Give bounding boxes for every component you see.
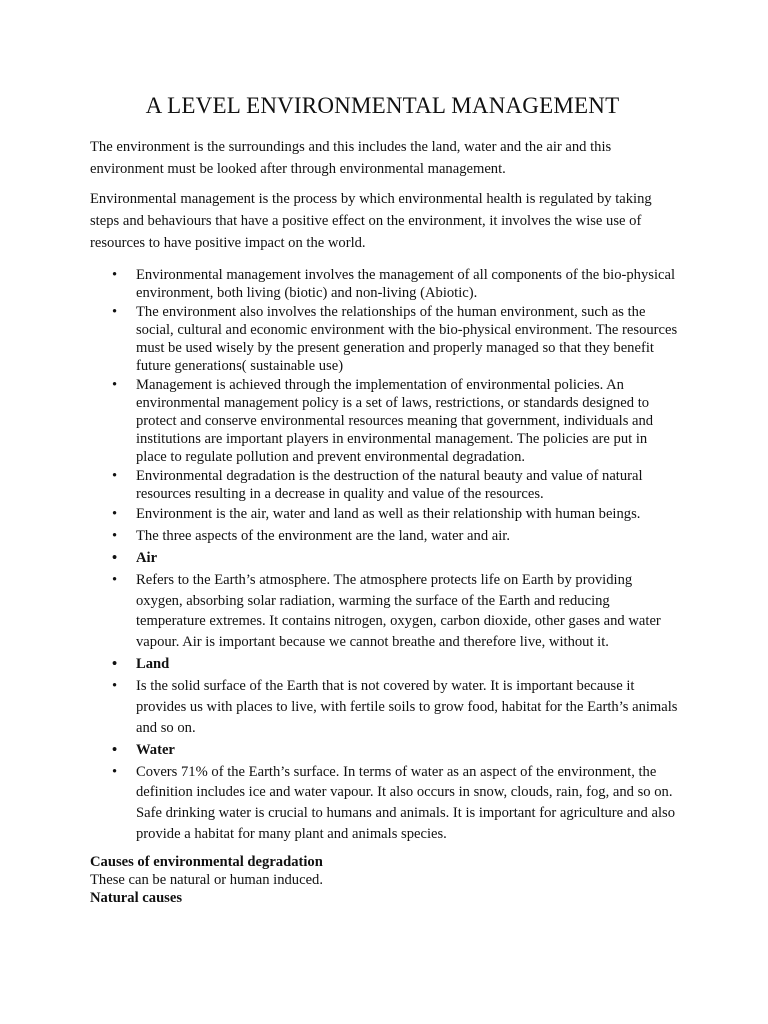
page-title: A LEVEL ENVIRONMENTAL MANAGEMENT <box>145 93 620 118</box>
list-item: • Is the solid surface of the Earth that is not covered by water. It is important because it provides us with places to live, with fertile soils to grow food, habitat for the Earth’s animals and so on. <box>90 676 680 738</box>
intro-paragraph: The environment is the surroundings and this includes the land, water and the air and this environment must be looked after through environmental management. <box>90 139 612 177</box>
list-heading-land: • Land <box>90 654 680 675</box>
list-heading-water: • Water <box>90 740 680 761</box>
section-heading-causes: Causes of environmental degradation <box>90 854 323 870</box>
list-item: • Covers 71% of the Earth’s surface. In terms of water as an aspect of the environment, the definition includes ice and water vapour. It also occurs in snow, clouds, rain, fog, and so on. Safe drinking water is crucial to humans and animals. It is important for agriculture and also provide a habitat for many plant and animals species. <box>90 762 680 845</box>
list-item: • Environmental management involves the management of all components of the bio-physical environment, both living (biotic) and non-living (Abiotic). <box>90 266 680 302</box>
list-item: • Management is achieved through the implementation of environmental policies. An environmental management policy is a set of laws, restrictions, or standards designed to protect and conserve environmental resources meaning that government, individuals and institutions are important players in environmental management. The policies are put in place to regulate pollution and prevent environmental degradation. <box>90 376 680 466</box>
list-item: • The environment also involves the relationships of the human environment, such as the social, cultural and economic environment with the bio-physical environment. The resources must be used wisely by the present generation and properly managed so that they benefit future generations( sustainable use) <box>90 303 680 375</box>
section-heading-natural-causes: Natural causes <box>90 890 183 906</box>
list-item: • Environmental degradation is the destruction of the natural beauty and value of natural resources resulting in a decrease in quality and value of the resources. <box>90 467 680 503</box>
bullet-list <box>90 266 680 846</box>
list-item: • Refers to the Earth’s atmosphere. The atmosphere protects life on Earth by providing oxygen, absorbing solar radiation, warming the surface of the Earth and reducing temperature extremes. It contains nitrogen, oxygen, carbon dioxide, other gases and water vapour. Air is important because we cannot breathe and therefore live, without it. <box>90 570 680 653</box>
list-heading-air: • Air <box>90 548 680 569</box>
definition-paragraph: Environmental management is the process by which environmental health is regulated by taking steps and behaviours that have a positive effect on the environment, it involves the wise use of resources to have positive impact on the world. <box>90 191 652 251</box>
list-item: • The three aspects of the environment are the land, water and air. <box>90 526 680 547</box>
section-text-causes: These can be natural or human induced. <box>90 872 324 888</box>
list-item: • Environment is the air, water and land as well as their relationship with human beings. <box>90 504 680 525</box>
